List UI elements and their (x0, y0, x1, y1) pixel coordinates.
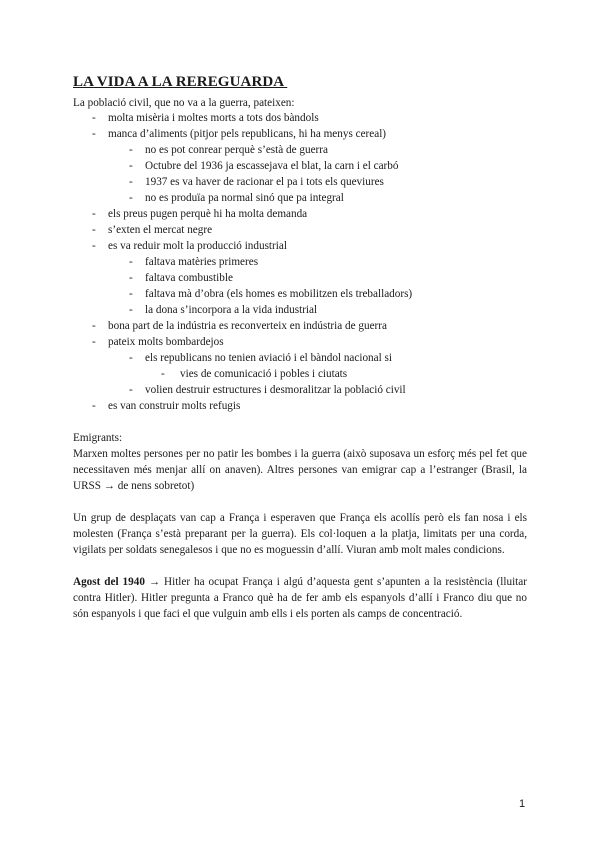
bullet-dash: - (92, 240, 96, 252)
france-paragraph: Un grup de desplaçats van cap a França i esperaven que França els acollís però els fan nosa i els molesten (França s’està preparant per la guerra). Els col·loquen a la platja, limitats per una corda, vigilats per soldats senegalesos i que no es moguessin d’allí. Viuran amb molt males condicions. (73, 512, 527, 556)
bullet-item: no es produïa pa normal sinó que pa integral (145, 192, 344, 204)
bullet-item: faltava matèries primeres (145, 256, 259, 268)
bullet-item: faltava combustible (145, 272, 233, 284)
bullet-item: bona part de la indústria es reconverteix en indústria de guerra (108, 320, 387, 332)
page-number: 1 (519, 798, 526, 810)
bullet-item: els preus pugen perquè hi ha molta demanda (108, 208, 308, 220)
bullet-dash: - (129, 160, 133, 172)
bullet-dash: - (129, 304, 133, 316)
bullet-item: no es pot conrear perquè s’està de guerra (145, 144, 328, 156)
bullet-dash: - (129, 176, 133, 188)
bullet-dash: - (92, 336, 96, 348)
bullet-dash: - (92, 128, 96, 140)
emigrants-heading: Emigrants: (73, 432, 123, 444)
page-title: LA VIDA A LA REREGUARDA (73, 74, 288, 90)
bullet-item: pateix molts bombardejos (108, 336, 224, 348)
bullet-dash: - (129, 256, 133, 268)
bullet-item: molta misèria i moltes morts a tots dos bàndols (108, 112, 319, 124)
bullet-item: s’exten el mercat negre (108, 224, 213, 236)
bullet-item: volien destruir estructures i desmoralitzar la població civil (145, 384, 406, 396)
bullet-item: es van construir molts refugis (108, 400, 241, 412)
bullet-dash: - (129, 352, 133, 364)
bullet-item: els republicans no tenien aviació i el bàndol nacional si (145, 352, 392, 364)
emigrants-paragraph: Marxen moltes persones per no patir les bombes i la guerra (això suposava un esforç més pel fet que necessitaven més menjar allí on anaven). Altres persones van emigrar cap a l’estranger (Brasil, la URSS → de nens sobretot) (73, 448, 527, 492)
bullet-dash: - (129, 384, 133, 396)
bullet-dash: - (129, 192, 133, 204)
august-text: → Hitler ha ocupat França i algú d’aquesta gent s’apunten a la resistència (lluitar contra Hitler). Hitler pregunta a Franco què ha de fer amb els espanyols d’allí i Franco diu que no són espanyols i que faci el que vulguin amb ells i els porten als camps de concentració. (73, 576, 527, 620)
bullet-dash: - (92, 224, 96, 236)
august-date: Agost del 1940 (73, 576, 145, 588)
bullet-item: Octubre del 1936 ja escassejava el blat, la carn i el carbó (145, 160, 399, 172)
bullet-item: es va reduir molt la producció industrial (108, 240, 287, 252)
bullet-item: 1937 es va haver de racionar el pa i tots els queviures (145, 176, 384, 188)
bullet-dash: - (129, 288, 133, 300)
bullet-dash: - (161, 368, 165, 380)
bullet-dash: - (92, 320, 96, 332)
august-paragraph (73, 574, 527, 622)
bullet-item: la dona s’incorpora a la vida industrial (145, 304, 318, 316)
bullet-item: manca d’aliments (pitjor pels republicans, hi ha menys cereal) (108, 128, 387, 140)
bullet-item: faltava mà d’obra (els homes es mobilitzen els treballadors) (145, 288, 413, 300)
bullet-dash: - (92, 208, 96, 220)
bullet-item: vies de comunicació i pobles i ciutats (180, 368, 348, 380)
bullet-dash: - (92, 112, 96, 124)
intro-text: La població civil, que no va a la guerra, pateixen: (73, 97, 295, 109)
bullet-dash: - (129, 272, 133, 284)
bullet-dash: - (92, 400, 96, 412)
bullet-dash: - (129, 144, 133, 156)
